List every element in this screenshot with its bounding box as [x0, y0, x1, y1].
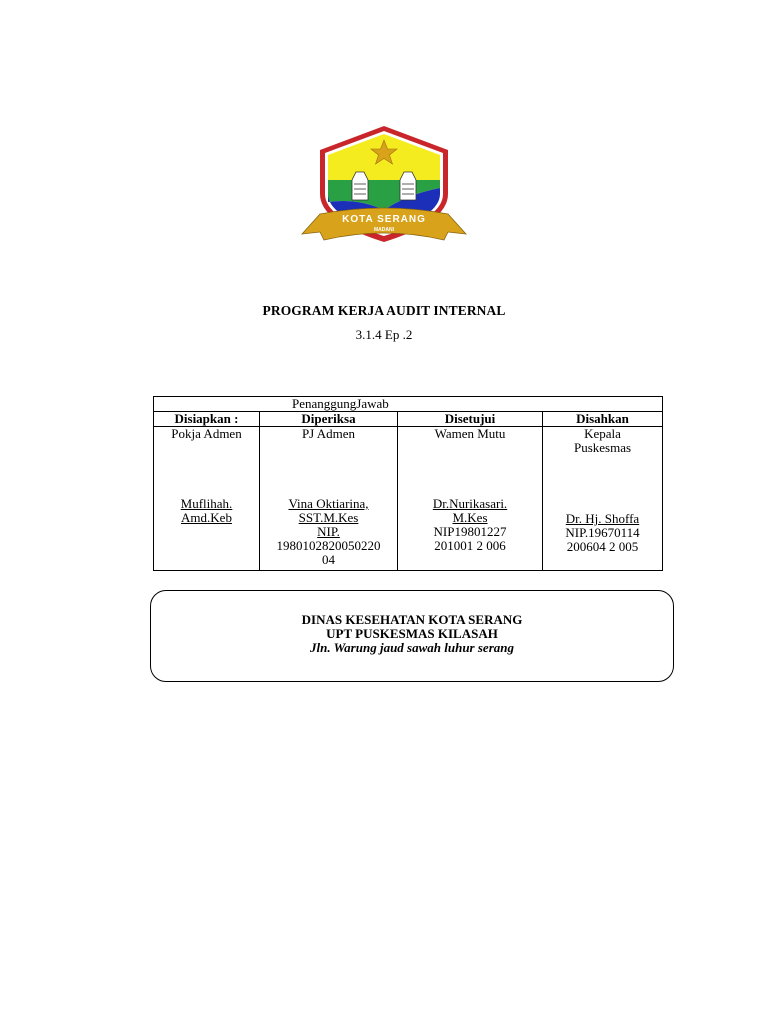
role-disahkan-line2: Puskesmas [573, 440, 632, 455]
document-code: 3.1.4 Ep .2 [355, 327, 413, 342]
signature-header-row [154, 412, 663, 427]
nip-diperiksa-line2: 1980102820050220 [276, 538, 381, 553]
cell-diperiksa [260, 427, 398, 571]
header-disiapkan: Disiapkan : [154, 412, 260, 427]
header-disetujui: Disetujui [398, 412, 543, 427]
name-diperiksa-line1: Vina Oktiarina, [288, 496, 369, 511]
nip-diperiksa-line1: NIP. [317, 524, 340, 539]
nip-disahkan-line2: 200604 2 005 [566, 539, 639, 554]
header-diperiksa: Diperiksa [260, 412, 398, 427]
cell-disetujui [398, 427, 543, 571]
signature-body-row [154, 427, 663, 571]
name-disahkan-line1: Dr. Hj. Shoffa [565, 511, 640, 526]
name-disiapkan-line1: Muflihah. [180, 496, 233, 511]
role-disetujui: Wamen Mutu [434, 426, 506, 441]
header-disahkan: Disahkan [543, 412, 663, 427]
name-disetujui-line1: Dr.Nurikasari. [432, 496, 508, 511]
signature-caption: PenanggungJawab [154, 397, 663, 412]
name-disetujui-line2: M.Kes [452, 510, 488, 525]
nip-disetujui-line2: 201001 2 006 [434, 538, 506, 553]
signature-caption-row [154, 397, 663, 412]
footer-address: Jln. Warung jaud sawah luhur serang [309, 640, 514, 655]
signature-table [153, 396, 663, 571]
emblem-text-top: KOTA SERANG [342, 214, 426, 225]
institution-footer-box [150, 590, 674, 682]
nip-disahkan-line1: NIP.19670114 [565, 525, 640, 540]
kota-serang-emblem [298, 122, 470, 246]
document-title: PROGRAM KERJA AUDIT INTERNAL [262, 303, 506, 318]
cell-disiapkan [154, 427, 260, 571]
role-disiapkan: Pokja Admen [171, 426, 242, 441]
footer-unit: UPT PUSKESMAS KILASAH [326, 626, 498, 641]
name-disiapkan-line2: Amd.Keb [181, 510, 232, 525]
name-diperiksa-line2: SST.M.Kes [298, 510, 359, 525]
role-diperiksa: PJ Admen [301, 426, 356, 441]
nip-disetujui-line1: NIP19801227 [433, 524, 507, 539]
cell-disahkan [543, 427, 663, 571]
emblem-text-bottom: MADANI [374, 227, 394, 233]
nip-diperiksa-line3: 04 [322, 552, 335, 567]
footer-agency: DINAS KESEHATAN KOTA SERANG [301, 612, 523, 627]
role-disahkan-line1: Kepala [584, 426, 621, 441]
